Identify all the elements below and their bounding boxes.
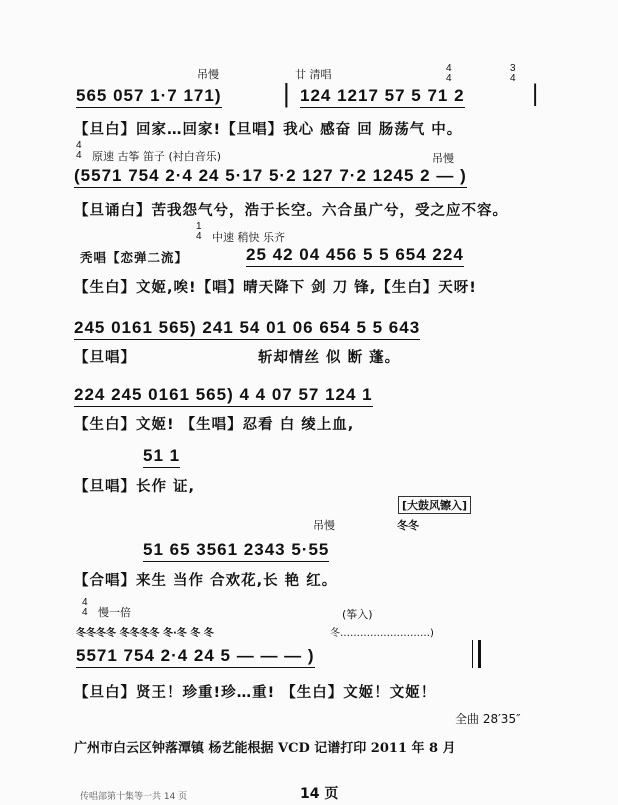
time-signature: 4 4: [446, 63, 452, 84]
tempo-annotation: 吊慢: [313, 519, 335, 532]
lyrics-role-label: 【旦唱】: [74, 350, 136, 366]
section-label: 秃唱【恋弹二流】: [80, 250, 189, 265]
lyrics-line: 【旦唱】长作 证,: [74, 479, 196, 495]
instrument-cue: [大鼓风镲入]: [398, 496, 471, 514]
page-note: 传唱部第十集等一共 14 页: [80, 792, 188, 802]
notation-line: 5571 754 2·4 24 5 — — — ): [76, 646, 315, 668]
notation-line: 565 057 1·7 171): [76, 86, 222, 108]
tempo-annotation: 原速 古筝 笛子 (衬白音乐): [92, 150, 222, 163]
notation-line: 124 1217 57 5 71 2: [300, 86, 465, 108]
time-signature: 3 4: [510, 63, 516, 84]
footer-credit: 广州市白云区钟落潭镇 杨艺能根据 VCD 记谱打印 2011 年 8 月: [74, 741, 456, 756]
notation-line: 245 0161 565) 241 54 01 06 654 5 5 643: [74, 318, 420, 340]
time-signature: 4 4: [82, 597, 88, 618]
percussion-annotation: 冬冬: [397, 519, 419, 532]
lyrics-line: 【合唱】来生 当作 合欢花,长 艳 红。: [74, 573, 338, 589]
lyrics-line: 斩却情丝 似 断 蓬。: [258, 350, 401, 366]
final-barline: [478, 640, 481, 668]
notation-line: (5571 754 2·4 24 5·17 5·2 127 7·2 1245 2 — ): [74, 166, 467, 188]
total-duration: 全曲 28′35″: [455, 712, 521, 726]
tempo-annotation: 中速 稍快 乐齐: [212, 231, 285, 244]
final-barline-thin: [472, 640, 473, 668]
tempo-annotation: 廿 清唱: [295, 68, 332, 81]
barline: |: [283, 78, 291, 108]
tempo-annotation: 吊慢: [432, 152, 454, 165]
tempo-annotation: 吊慢: [197, 68, 219, 81]
time-signature: 4 4: [76, 140, 82, 161]
notation-line: 224 245 0161 565) 4 4 07 57 124 1: [74, 385, 373, 407]
tempo-annotation: 慢一倍: [98, 606, 131, 619]
lyrics-line: 【生白】文姬,唉!【唱】晴天降下 剑 刀 锋,【生白】天呀!: [74, 280, 477, 296]
page-number: 14 页: [300, 786, 339, 802]
lyrics-line: 【旦白】回家…回家!【旦唱】我心 感奋 回 肠荡气 中。: [74, 122, 463, 138]
lyrics-line: 【生白】文姬! 【生唱】忍看 白 绫上血,: [74, 417, 355, 433]
lyrics-line: 【旦诵白】苦我怨气兮，浩于长空。六合虽广兮，受之应不容。: [74, 203, 508, 219]
percussion-line: 冬………………………): [330, 628, 434, 639]
instrument-cue: (筝入): [342, 608, 373, 621]
time-signature: 1 4: [196, 221, 202, 242]
notation-line: 51 65 3561 2343 5·55: [143, 540, 329, 562]
notation-line: 51 1: [143, 446, 180, 468]
lyrics-line: 【旦白】贤王！珍重!珍…重! 【生白】文姬！文姬！: [74, 685, 437, 701]
barline: |: [532, 80, 540, 107]
percussion-line: 冬冬冬冬 冬冬冬冬 冬·冬 冬 冬: [76, 628, 214, 639]
notation-line: 25 42 04 456 5 5 654 224: [246, 245, 464, 267]
